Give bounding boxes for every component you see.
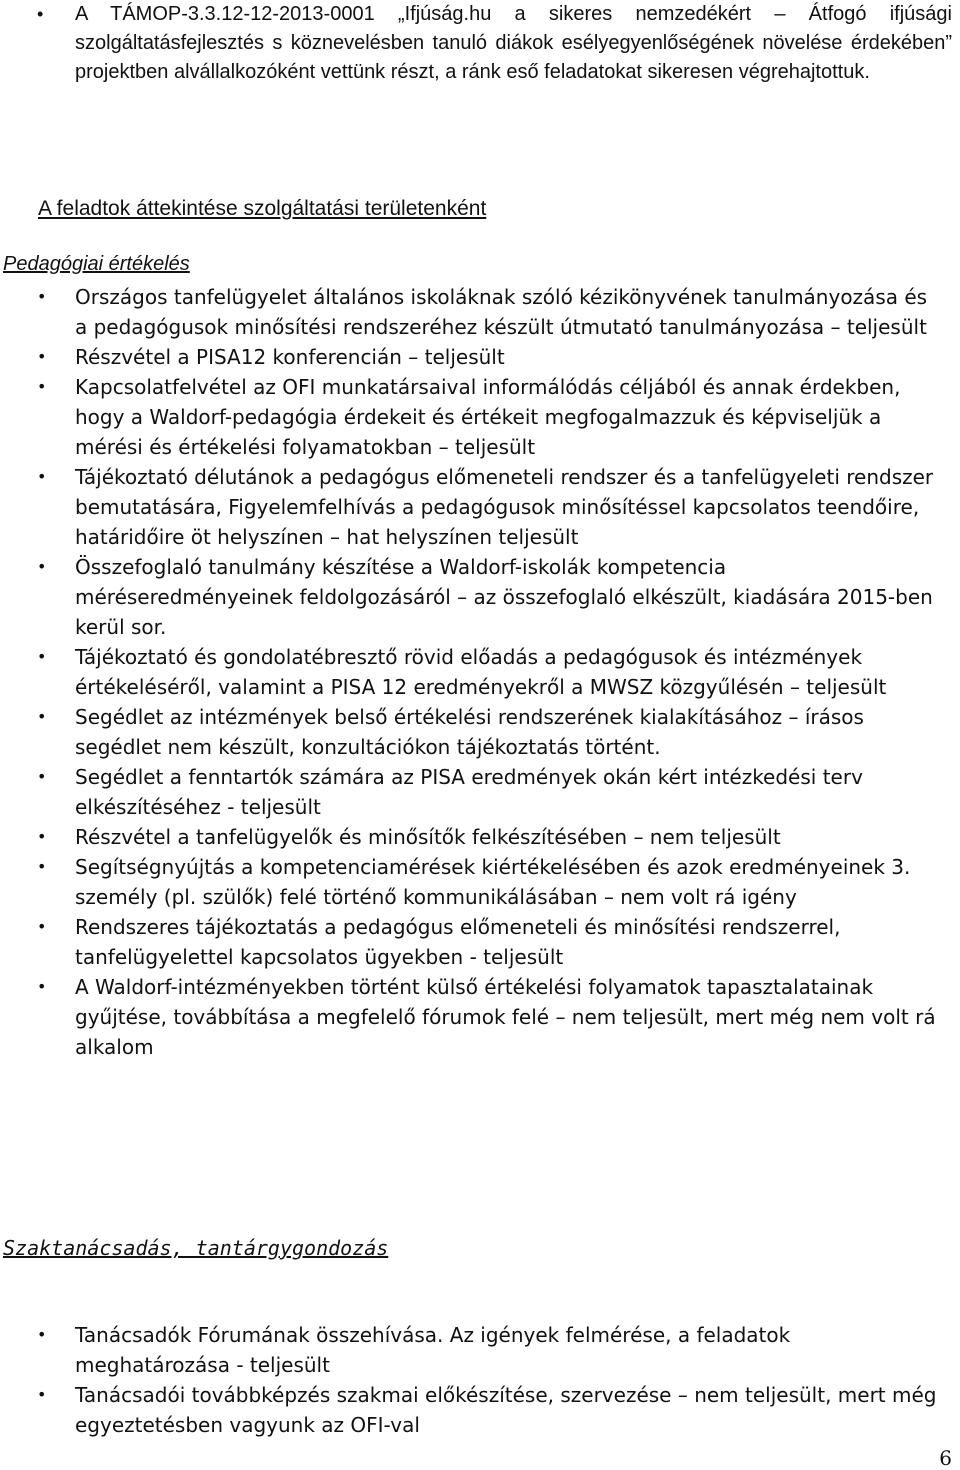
- list-item: [0, 462, 940, 552]
- list-item: [0, 342, 940, 372]
- pedagogiai-list: [0, 282, 940, 1062]
- list-item-text: Segédlet az intézmények belső értékelési rendszerének kialakításához – írásos segédlet nem készült, konzultációkon tájékoztatás történt.: [75, 705, 864, 759]
- list-item: [0, 372, 940, 462]
- bullet-icon: •: [37, 857, 47, 876]
- list-item: [0, 282, 940, 342]
- list-item-text: Segédlet a fenntartók számára az PISA eredmények okán kért intézkedési terv elkészítéséhez - teljesült: [75, 765, 863, 819]
- list-item-text: Részvétel a PISA12 konferencián – teljesült: [75, 345, 505, 369]
- section-title: A feladtok áttekintése szolgáltatási területenként: [38, 197, 487, 220]
- list-item: [0, 642, 940, 702]
- list-item: [0, 762, 940, 822]
- list-item-text: Rendszeres tájékoztatás a pedagógus előmeneteli és minősítési rendszerrel, tanfelügyelettel kapcsolatos ügyekben - teljesült: [75, 915, 841, 969]
- list-item: [0, 822, 940, 852]
- bullet-icon: •: [37, 377, 47, 396]
- bullet-icon: •: [37, 4, 44, 24]
- bullet-icon: •: [37, 287, 47, 306]
- intro-paragraph: [0, 0, 960, 87]
- subsection-title-pedagogiai: Pedagógiai értékelés: [3, 253, 190, 275]
- bullet-icon: •: [37, 647, 47, 666]
- list-item: [0, 1380, 940, 1440]
- list-item-text: Tanácsadók Fórumának összehívása. Az igények felmérése, a feladatok meghatározása - teljesült: [75, 1323, 791, 1377]
- bullet-icon: •: [37, 1325, 47, 1344]
- list-item-text: Összefoglaló tanulmány készítése a Waldorf-iskolák kompetencia méréseredményeinek feldolgozásáról – az összefoglaló elkészült, kiadására 2015-ben kerül sor.: [75, 555, 933, 639]
- list-item: [0, 912, 940, 972]
- bullet-icon: •: [37, 347, 47, 366]
- list-item-text: Kapcsolatfelvétel az OFI munkatársaival informálódás céljából és annak érdekben, hogy a Waldorf-pedagógia érdekeit és értékeit megfogalmazzuk és képviseljük a mérési és értékelési folyamatokban – teljesült: [75, 375, 901, 459]
- bullet-icon: •: [37, 467, 47, 486]
- list-item: [0, 1320, 940, 1380]
- list-item-text: Tájékoztató délutánok a pedagógus előmeneteli rendszer és a tanfelügyeleti rendszer bemutatására, Figyelemfelhívás a pedagógusok minősítéssel kapcsolatos teendőire, határidőire öt helyszínen – hat helyszínen teljesült: [75, 465, 934, 549]
- bullet-icon: •: [37, 767, 47, 786]
- bullet-icon: •: [37, 917, 47, 936]
- bullet-icon: •: [37, 1385, 47, 1404]
- list-item-text: Országos tanfelügyelet általános iskoláknak szóló kézikönyvének tanulmányozása és a pedagógusok minősítési rendszeréhez készült útmutató tanulmányozása – teljesült: [75, 285, 928, 339]
- intro-text: A TÁMOP-3.3.12-12-2013-0001 „Ifjúság.hu a sikeres nemzedékért – Átfogó ifjúsági szolgáltatásfejlesztés s köznevelésben tanuló diákok esélyegyenlőségének növelése érdekében” projektben alvállalkozóként vettünk részt, a ránk eső feladatokat sikeresen végrehajtottuk.: [75, 3, 952, 83]
- list-item: [0, 552, 940, 642]
- intro-list: [0, 0, 960, 87]
- bullet-icon: •: [37, 977, 47, 996]
- subsection-title-szaktanacsadas: Szaktanácsadás, tantárgygondozás: [3, 1236, 389, 1260]
- list-item: [0, 972, 940, 1062]
- list-item-text: Tanácsadói továbbképzés szakmai előkészítése, szervezése – nem teljesült, mert még egyeztetésben vagyunk az OFI-val: [75, 1383, 937, 1437]
- list-item-text: A Waldorf-intézményekben történt külső értékelési folyamatok tapasztalatainak gyűjtése, továbbítása a megfelelő fórumok felé – nem teljesült, mert még nem volt rá alkalom: [75, 975, 936, 1059]
- list-item-text: Segítségnyújtás a kompetenciamérések kiértékelésében és azok eredményeinek 3. személy (pl. szülők) felé történő kommunikálásában – nem volt rá igény: [75, 855, 911, 909]
- bullet-icon: •: [37, 557, 47, 576]
- list-item: [0, 702, 940, 762]
- list-item-text: Részvétel a tanfelügyelők és minősítők felkészítésében – nem teljesült: [75, 825, 781, 849]
- page-number: 6: [939, 1446, 952, 1470]
- szaktanacsadas-list: [0, 1320, 940, 1440]
- list-item-text: Tájékoztató és gondolatébresztő rövid előadás a pedagógusok és intézmények értékeléséről, valamint a PISA 12 eredményekről a MWSZ közgyűlésén – teljesült: [75, 645, 887, 699]
- bullet-icon: •: [37, 707, 47, 726]
- bullet-icon: •: [37, 827, 47, 846]
- list-item: [0, 852, 940, 912]
